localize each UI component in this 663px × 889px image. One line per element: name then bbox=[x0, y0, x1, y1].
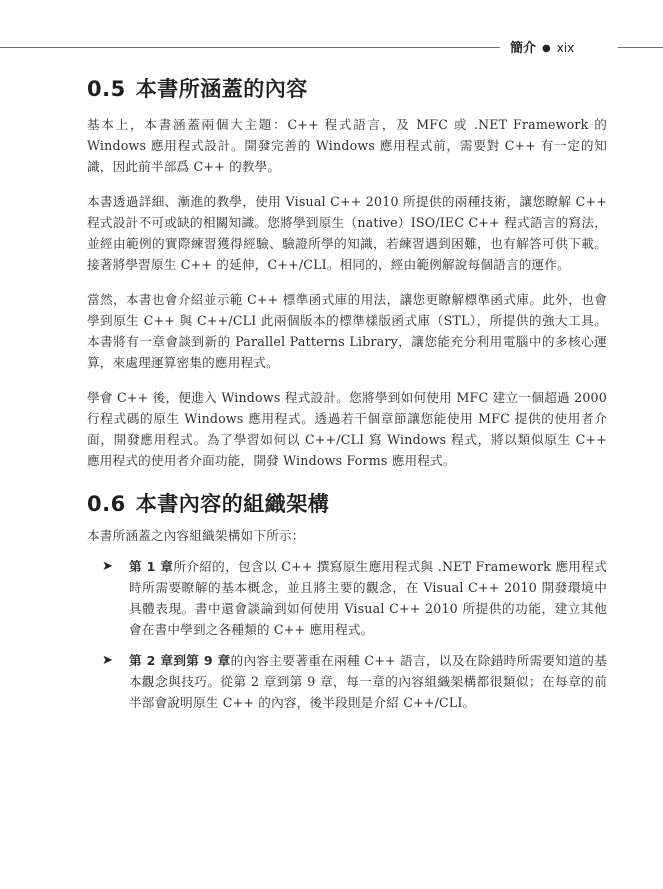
arrow-bullet-icon: ➤ bbox=[102, 653, 113, 668]
page-number: xix bbox=[556, 41, 575, 55]
list-item-body: 所介紹的，包含以 C++ 撰寫原生應用程式與 .NET Framework 應用程式時所需要瞭解的基本概念，並且將主要的觀念，在 Visual C++ 2010 開發環境中具體表現。書中還會談論到如何使用 Visual C++ 2010 所提供的功能，建立其他會在書中學到之各種類的 C++ 應用程式。 bbox=[129, 559, 607, 637]
chapter-label: 簡介 bbox=[510, 41, 537, 56]
list-item-text bbox=[129, 556, 607, 640]
section-number: 0.6 bbox=[87, 492, 126, 516]
running-header bbox=[0, 38, 663, 58]
list-item-text bbox=[129, 650, 607, 713]
section-heading: 本書內容的組織架構 bbox=[135, 492, 330, 516]
page-content bbox=[87, 74, 607, 723]
list-item-body: 的內容主要著重在兩種 C++ 語言，以及在除錯時所需要知道的基本觀念與技巧。從第 2 章到第 9 章，每一章的內容組織架構都很類似；在每章的前半部會說明原生 C++ 的內容，後半段則是介紹 C++/CLI。 bbox=[129, 653, 607, 710]
paragraph: 當然，本書也會介紹並示範 C++ 標準函式庫的用法，讓您更瞭解標準函式庫。此外，也會學到原生 C++ 與 C++/CLI 此兩個版本的標準樣版函式庫（STL），所提供的強大工具。本書將有一章會談到新的 Parallel Patterns Library，讓您能充分利用電腦中的多核心運算，來處理運算密集的應用程式。 bbox=[87, 292, 607, 370]
list-item bbox=[87, 556, 607, 640]
paragraph: 本書透過詳細、漸進的教學，使用 Visual C++ 2010 所提供的兩種技術，讓您瞭解 C++ 程式設計不可或缺的相關知識。您將學到原生（native）ISO/IEC C++ 程式語言的寫法，並經由範例的實際練習獲得經驗、驗證所學的知識，若練習遇到困難，也有解答可供下載。接著將學習原生 C++ 的延伸，C++/CLI。相同的，經由範例解說每個語言的運作。 bbox=[87, 194, 607, 272]
arrow-bullet-icon: ➤ bbox=[102, 559, 113, 574]
bullet-list bbox=[87, 556, 607, 713]
paragraph: 基本上，本書涵蓋兩個大主題：C++ 程式語言，及 MFC 或 .NET Framework 的 Windows 應用程式設計。開發完善的 Windows 應用程式前，需要對 C++ 有一定的知識，因此前半部爲 C++ 的教學。 bbox=[87, 117, 607, 174]
header-text bbox=[510, 38, 574, 59]
section-number: 0.5 bbox=[87, 77, 126, 101]
section-title-0-6 bbox=[87, 489, 607, 519]
paragraph: 學會 C++ 後，便進入 Windows 程式設計。您將學到如何使用 MFC 建立一個超過 2000 行程式碼的原生 Windows 應用程式。透過若干個章節讓您能使用 MFC 提供的使用者介面，開發應用程式。為了學習如何以 C++/CLI 寫 Windows 程式，將以類似原生 C++ 應用程式的使用者介面功能，開發 Windows Forms 應用程式。 bbox=[87, 390, 607, 468]
section-heading: 本書所涵蓋的內容 bbox=[135, 77, 308, 101]
section-intro: 本書所涵蓋之內容組織架構如下所示： bbox=[87, 528, 305, 543]
header-rule-right bbox=[618, 47, 663, 48]
chapter-ref: 第 1 章 bbox=[129, 559, 174, 574]
list-item bbox=[87, 650, 607, 713]
header-rule-left bbox=[0, 47, 500, 48]
section-title-0-5 bbox=[87, 74, 607, 104]
bullet-dot-icon: ● bbox=[542, 43, 551, 54]
chapter-ref: 第 2 章到第 9 章 bbox=[129, 653, 231, 668]
